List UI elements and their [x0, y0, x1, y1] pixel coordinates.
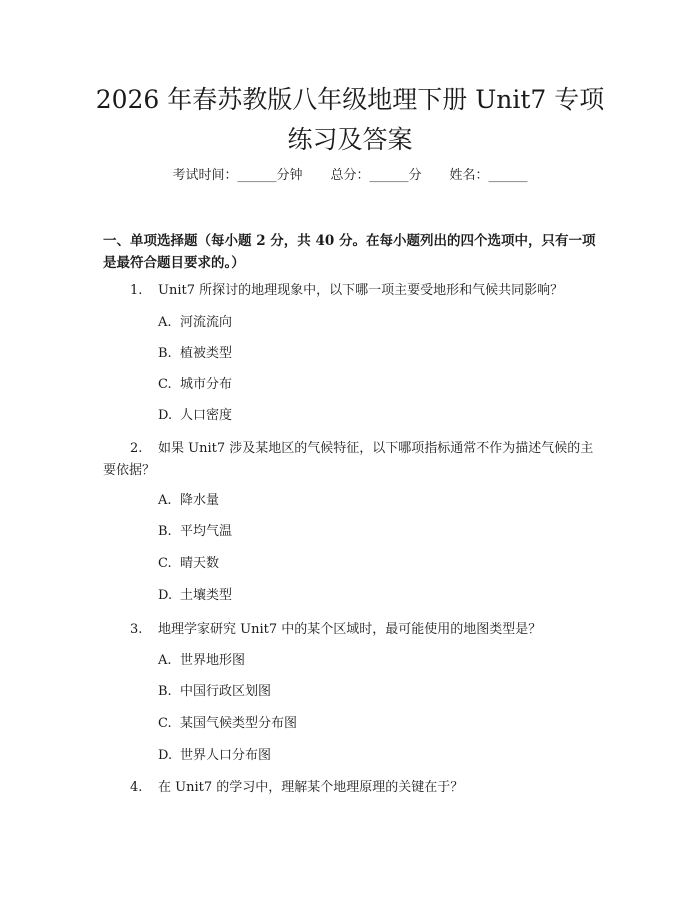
exam-meta-line	[0, 166, 700, 186]
question-text: 地理学家研究 Unit7 中的某个区域时，最可能使用的地图类型是？	[158, 622, 542, 637]
option-1b: B. 植被类型	[158, 346, 233, 361]
section-heading: 一、单项选择题（每小题 2 分，共 40 分。在每小题列出的四个选项中，只有一项是最符合题目要求的。）	[103, 233, 596, 271]
option-2d: D. 土壤类型	[158, 588, 233, 603]
question-number: 4.	[130, 780, 143, 795]
option-1c: C. 城市分布	[158, 377, 233, 392]
option-2a: A. 降水量	[158, 493, 220, 508]
time-blank: ______	[237, 168, 277, 183]
document-title: 2026 年春苏教版八年级地理下册 Unit7 专项练习及答案	[95, 85, 605, 154]
option-1d: D. 人口密度	[158, 408, 233, 423]
score-label: 总分：	[330, 168, 370, 183]
time-unit: 分钟	[276, 168, 303, 183]
question-text: 在 Unit7 的学习中，理解某个地理原理的关键在于？	[158, 780, 464, 795]
name-blank: ______	[488, 168, 528, 183]
question-4	[103, 777, 603, 799]
option-3b: B. 中国行政区划图	[158, 684, 272, 699]
time-label: 考试时间：	[172, 168, 238, 183]
question-text: Unit7 所探讨的地理现象中，以下哪一项主要受地形和气候共同影响？	[158, 283, 564, 298]
score-unit: 分	[408, 168, 422, 183]
question-text: 如果 Unit7 涉及某地区的气候特征，以下哪项指标通常不作为描述气候的主要依据？	[103, 441, 594, 478]
name-label: 姓名：	[449, 168, 489, 183]
question-number: 2.	[130, 441, 143, 456]
question-number: 1.	[130, 283, 143, 298]
option-3c: C. 某国气候类型分布图	[158, 716, 298, 731]
option-3a: A. 世界地形图	[158, 653, 246, 668]
question-1	[103, 280, 603, 302]
option-1a: A. 河流流向	[158, 315, 233, 330]
score-blank: ______	[369, 168, 409, 183]
question-2	[103, 438, 603, 482]
option-2c: C. 晴天数	[158, 556, 220, 571]
question-number: 3.	[130, 622, 143, 637]
question-3	[103, 619, 603, 641]
option-2b: B. 平均气温	[158, 524, 233, 539]
option-3d: D. 世界人口分布图	[158, 748, 272, 763]
